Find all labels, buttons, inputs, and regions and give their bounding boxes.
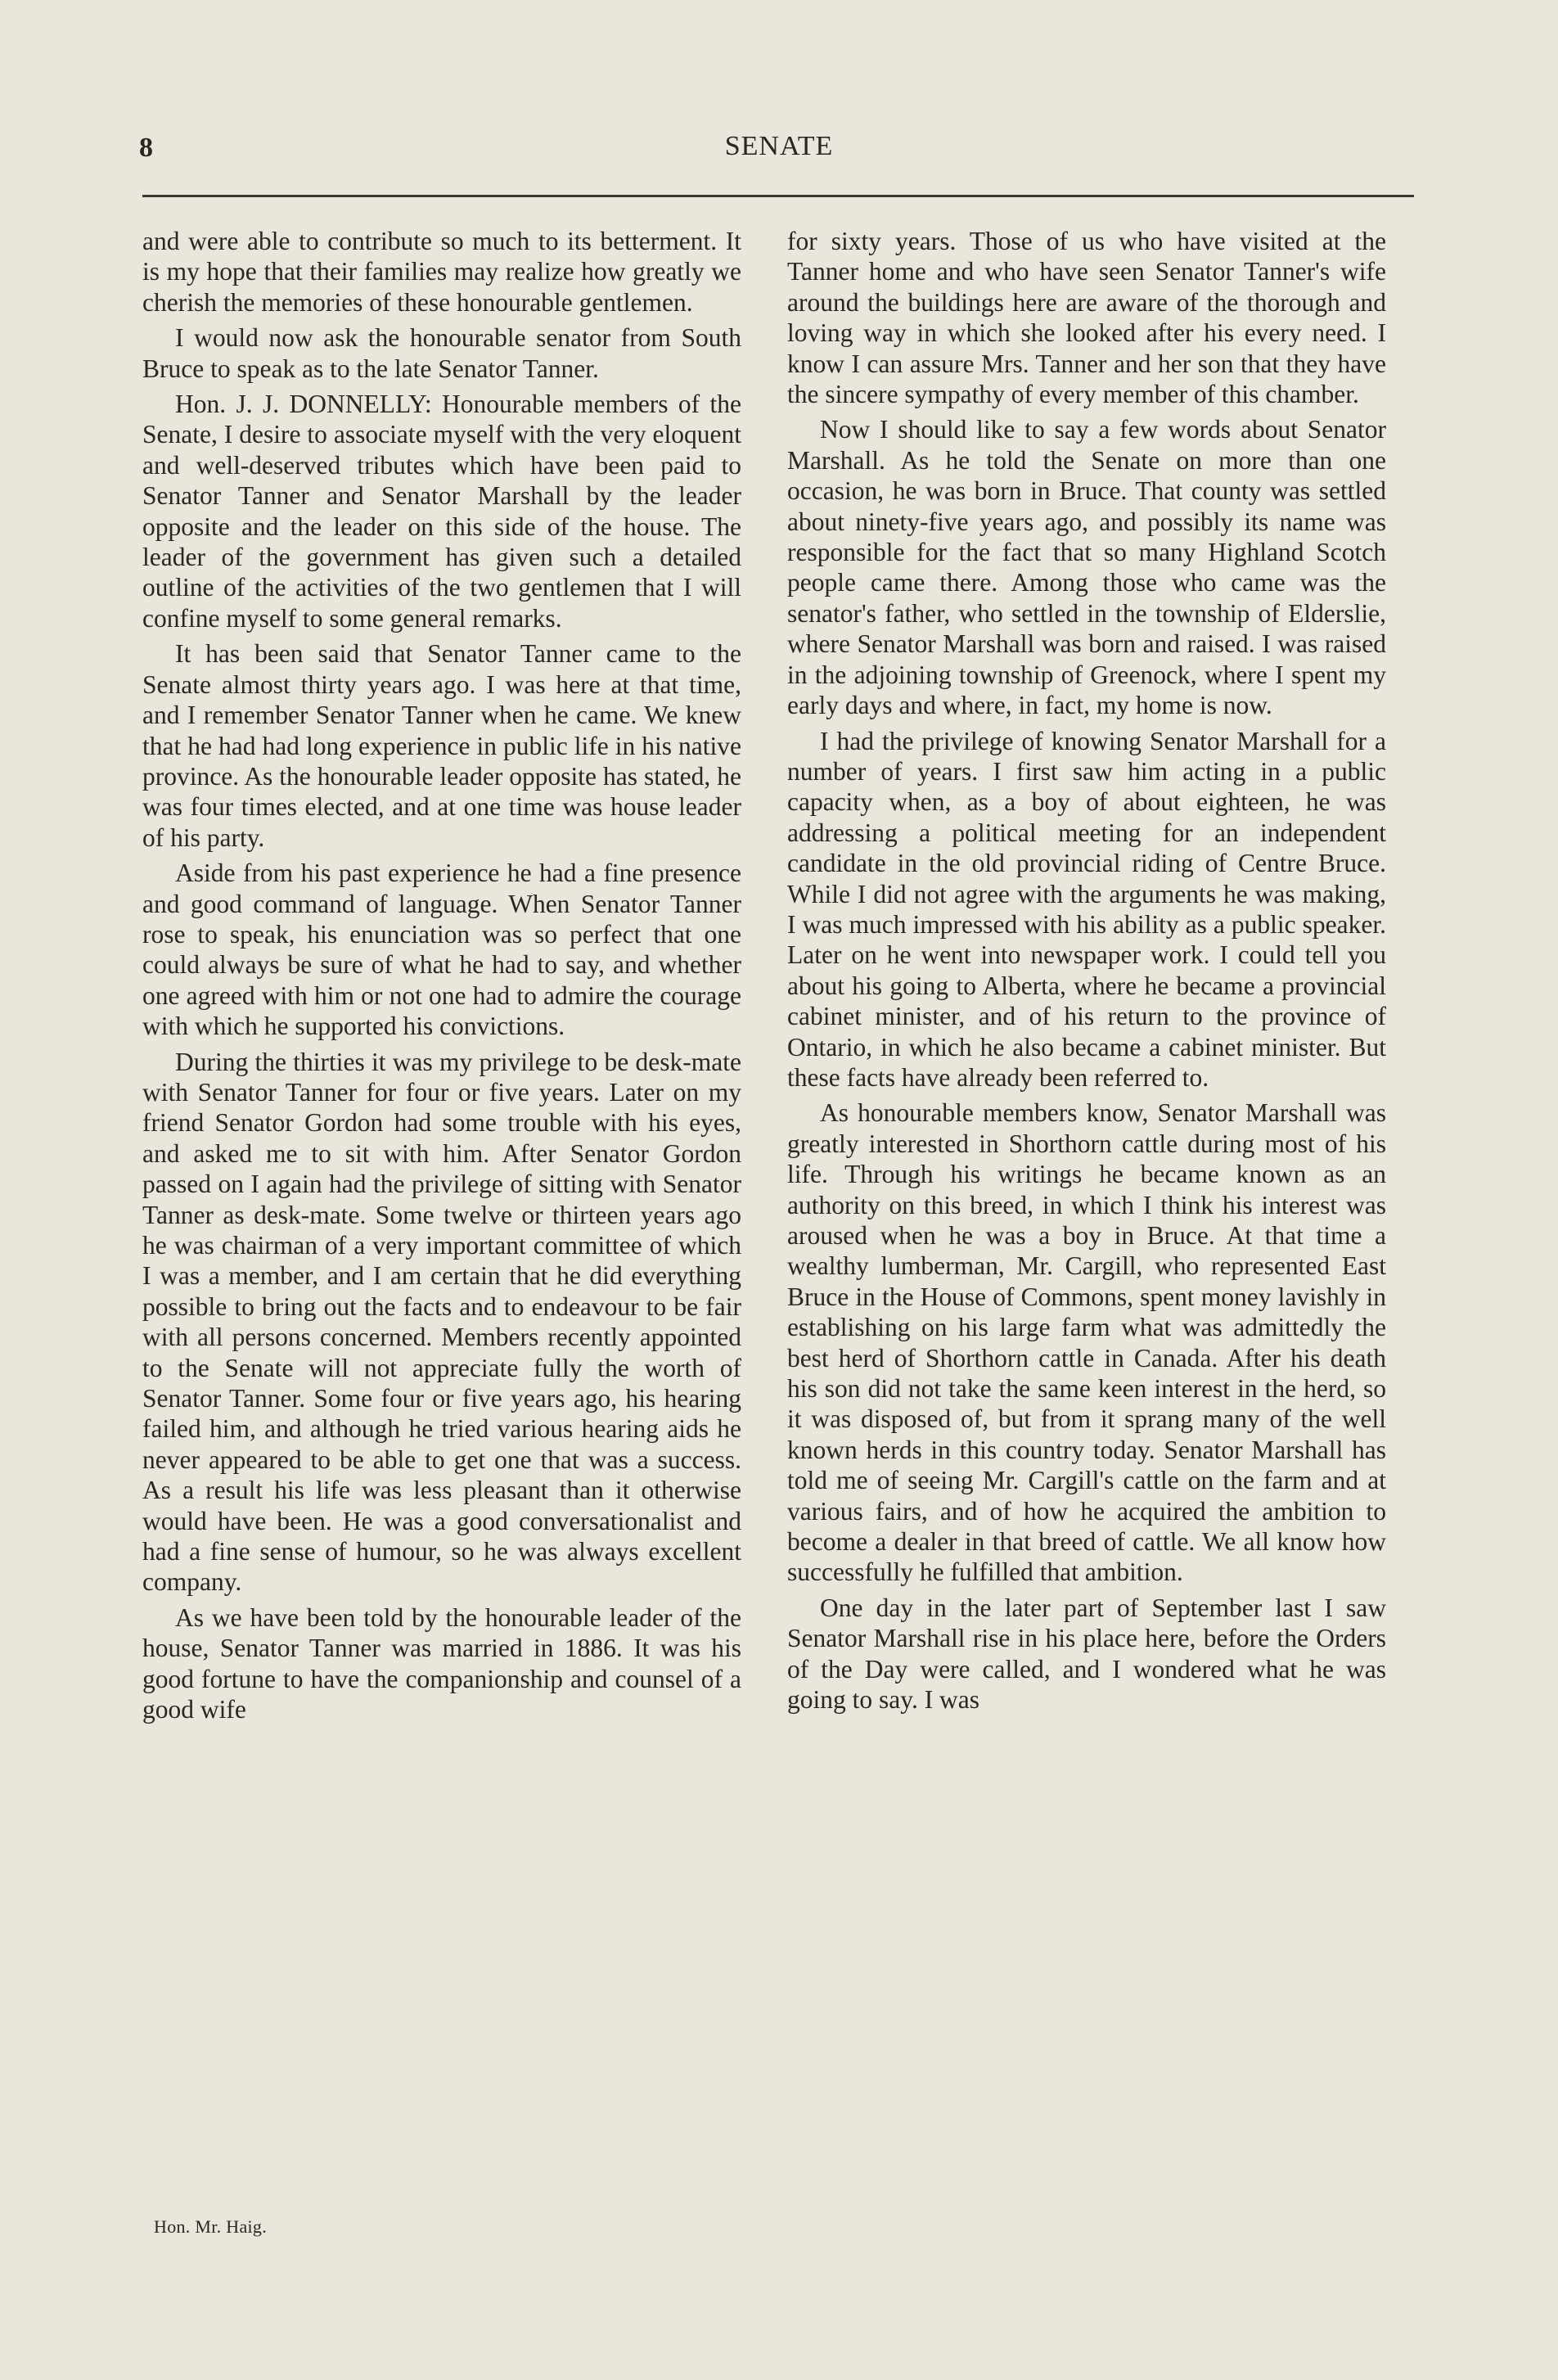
page-number: 8 (139, 133, 153, 163)
paragraph: Aside from his past experience he had a fine presence and good command of language. When Senator Tanner rose to speak, his enunciation was so perfect that one could always be sure of what he had to say, and whether one agreed with him or not one had to admire the courage with which he supported his convictions. (142, 859, 741, 1041)
left-column (142, 226, 741, 1725)
right-column (787, 226, 1386, 1715)
paragraph: Now I should like to say a few words about Senator Marshall. As he told the Senate on more than one occasion, he was born in Bruce. That county was settled about ninety-five years ago, and possibly its name was responsible for the fact that so many Highland Scotch people came there. Among those who came was the senator's father, who settled in the township of Elderslie, where Senator Marshall was born and raised. I was raised in the adjoining township of Greenock, where I spent my early days and where, in fact, my home is now. (787, 415, 1386, 720)
paragraph: I had the privilege of knowing Senator Marshall for a number of years. I first saw him acting in a public capacity when, as a boy of about eighteen, he was addressing a political meeting for an independent candidate in the old provincial riding of Centre Bruce. While I did not agree with the arguments he was making, I was much impressed with his ability as a public speaker. Later on he went into newspaper work. I could tell you about his going to Alberta, where he became a provincial cabinet minister, and of his return to the province of Ontario, in which he also became a cabinet minister. But these facts have already been referred to. (787, 726, 1386, 1092)
running-title: SENATE (724, 131, 834, 161)
paragraph: It has been said that Senator Tanner came to the Senate almost thirty years ago. I was here at that time, and I remember Senator Tanner when he came. We knew that he had had long experience in public life in his native province. As the honourable leader opposite has stated, he was four times elected, and at one time was house leader of his party. (142, 639, 741, 852)
paragraph (142, 389, 741, 633)
header-rule (142, 195, 1414, 197)
paragraph: As honourable members know, Senator Marshall was greatly interested in Shorthorn cattle during most of his life. Through his writings he became known as an authority on this breed, in which I think his interest was aroused when he was a boy in Bruce. At that time a wealthy lumberman, Mr. Cargill, who represented East Bruce in the House of Commons, spent money lavishly in establishing on his large farm what was admittedly the best herd of Shorthorn cattle in Canada. After his death his son did not take the same keen interest in the herd, so it was disposed of, but from it sprang many of the well known herds in this country today. Senator Marshall has told me of seeing Mr. Cargill's cattle on the farm and at various fairs, and of how he acquired the ambition to become a dealer in that breed of cattle. We all know how successfully he fulfilled that ambition. (787, 1098, 1386, 1587)
speaker-name: Hon. J. J. DONNELLY: (175, 390, 432, 419)
paragraph: I would now ask the honourable senator from South Bruce to speak as to the late Senator Tanner. (142, 323, 741, 383)
paragraph: One day in the later part of September last I saw Senator Marshall rise in his place here, before the Orders of the Day were called, and I wondered what he was going to say. I was (787, 1593, 1386, 1715)
paragraph: for sixty years. Those of us who have visited at the Tanner home and who have seen Senator Tanner's wife around the buildings here are aware of the thorough and loving way in which she looked after his every need. I know I can assure Mrs. Tanner and her son that they have the sincere sympathy of every member of this chamber. (787, 227, 1386, 409)
paragraph: As we have been told by the honourable leader of the house, Senator Tanner was married in 1886. It was his good fortune to have the companionship and counsel of a good wife (142, 1602, 741, 1724)
footnote: Hon. Mr. Haig. (154, 2216, 268, 2237)
speech-text: Honourable members of the Senate, I desire to associate myself with the very eloquent and well-deserved tributes which have been paid to Senator Tanner and Senator Marshall by the leader opposite and the leader on this side of the house. The leader of the government has given such a detailed outline of the activities of the two gentlemen that I will confine myself to some general remarks. (142, 390, 742, 633)
paragraph: and were able to contribute so much to its betterment. It is my hope that their families may realize how greatly we cherish the memories of these honourable gentlemen. (142, 227, 741, 317)
paragraph: During the thirties it was my privilege to be desk-mate with Senator Tanner for four or five years. Later on my friend Senator Gordon had some trouble with his eyes, and asked me to sit with him. After Senator Gordon passed on I again had the privilege of sitting with Senator Tanner as desk-mate. Some twelve or thirteen years ago he was chairman of a very important committee of which I was a member, and I am certain that he did everything possible to bring out the facts and to endeavour to be fair with all persons concerned. Members recently appointed to the Senate will not appreciate fully the worth of Senator Tanner. Some four or five years ago, his hearing failed him, and although he tried various hearing aids he never appeared to be able to get one that was a success. As a result his life was less pleasant than it otherwise would have been. He was a good conversationalist and had a fine sense of humour, so he was always excellent company. (142, 1047, 741, 1597)
